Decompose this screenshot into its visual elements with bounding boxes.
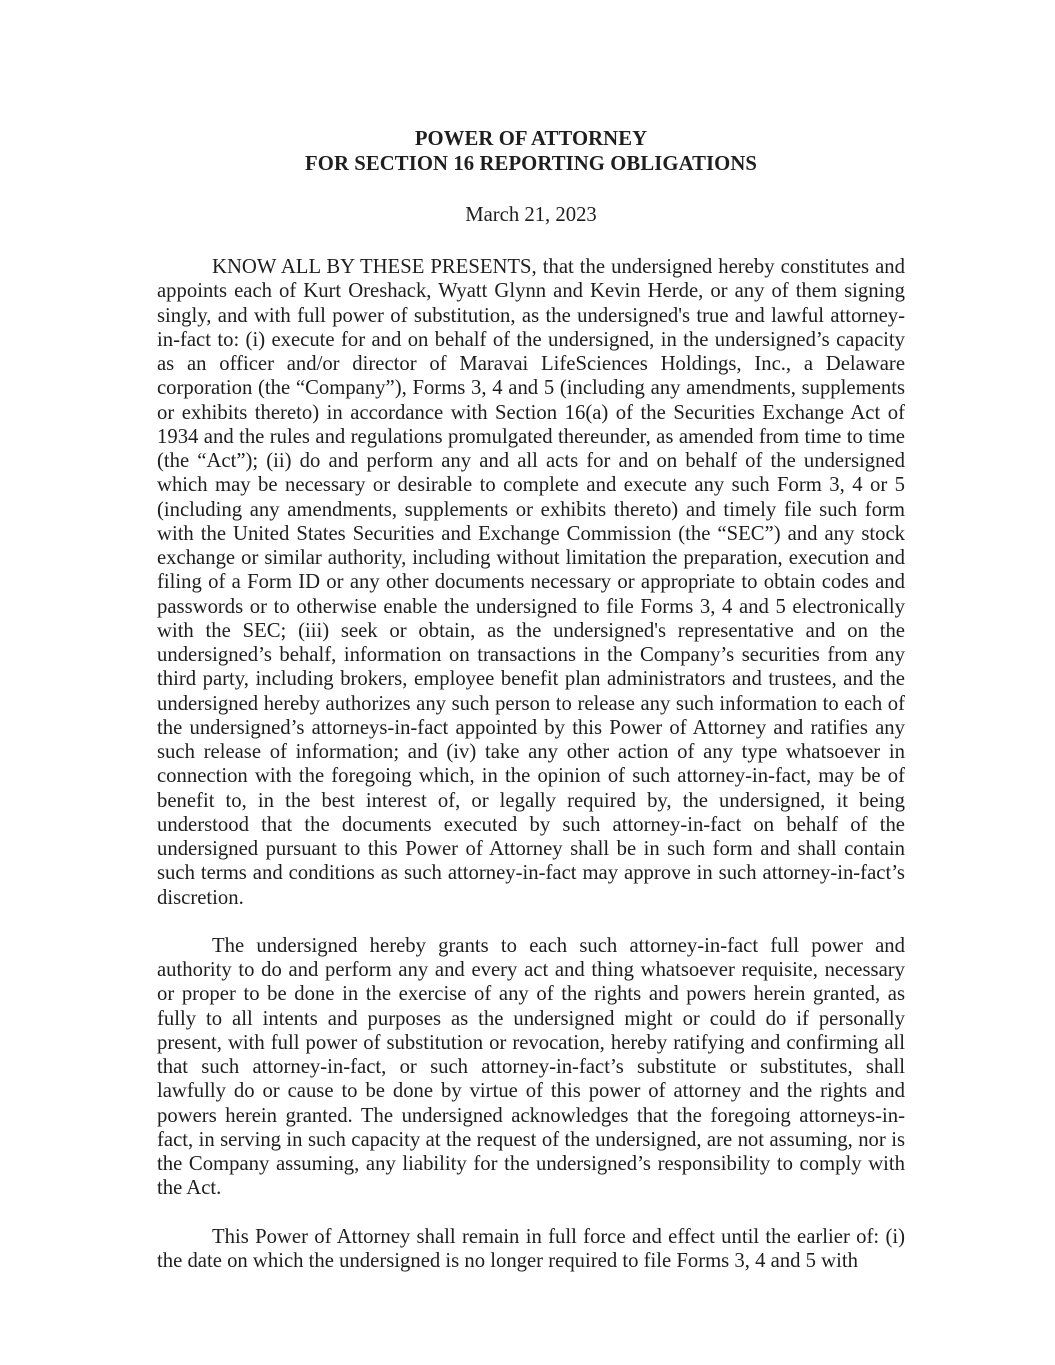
- paragraph-grant-of-authority: The undersigned hereby grants to each such attorney-in-fact full power and authority to do and perform any and every act and thing whatsoever requisite, necessary or proper to be done in the exercise of any of the rights and powers herein granted, as fully to all intents and purposes as the undersigned might or could do if personally present, with full power of substitution or revocation, hereby ratifying and confirming all that such attorney-in-fact, or such attorney-in-fact’s substitute or substitutes, shall lawfully do or cause to be done by virtue of this power of attorney and the rights and powers herein granted. The undersigned acknowledges that the foregoing attorneys-in-fact, in serving in such capacity at the request of the undersigned, are not assuming, nor is the Company assuming, any liability for the undersigned’s responsibility to comply with the Act.: [157, 934, 905, 1200]
- paragraph-appointment: KNOW ALL BY THESE PRESENTS, that the undersigned hereby constitutes and appoints each of Kurt Oreshack, Wyatt Glynn and Kevin Herde, or any of them signing singly, and with full power of substitution, as the undersigned's true and lawful attorney-in-fact to: (i) execute for and on behalf of the undersigned, in the undersigned’s capacity as an officer and/or director of Maravai LifeSciences Holdings, Inc., a Delaware corporation (the “Company”), Forms 3, 4 and 5 (including any amendments, supplements or exhibits thereto) in accordance with Section 16(a) of the Securities Exchange Act of 1934 and the rules and regulations promulgated thereunder, as amended from time to time (the “Act”); (ii) do and perform any and all acts for and on behalf of the undersigned which may be necessary or desirable to complete and execute any such Form 3, 4 or 5 (including any amendments, supplements or exhibits thereto) and timely file such form with the United States Securities and Exchange Commission (the “SEC”) and any stock exchange or similar authority, including without limitation the preparation, execution and filing of a Form ID or any other documents necessary or appropriate to obtain codes and passwords or to otherwise enable the undersigned to file Forms 3, 4 and 5 electronically with the SEC; (iii) seek or obtain, as the undersigned's representative and on the undersigned’s behalf, information on transactions in the Company’s securities from any third party, including brokers, employee benefit plan administrators and trustees, and the undersigned hereby authorizes any such person to release any such information to each of the undersigned’s attorneys-in-fact appointed by this Power of Attorney and ratifies any such release of information; and (iv) take any other action of any type whatsoever in connection with the foregoing which, in the opinion of such attorney-in-fact, may be of benefit to, in the best interest of, or legally required by, the undersigned, it being understood that the documents executed by such attorney-in-fact on behalf of the undersigned pursuant to this Power of Attorney shall be in such form and shall contain such terms and conditions as such attorney-in-fact may approve in such attorney-in-fact’s discretion.: [157, 256, 905, 909]
- document-title: [157, 127, 905, 177]
- document-title-line1: POWER OF ATTORNEY: [414, 128, 648, 150]
- document-title-line2: FOR SECTION 16 REPORTING OBLIGATIONS: [305, 153, 757, 175]
- document-date: March 21, 2023: [465, 204, 597, 226]
- paragraph-duration: This Power of Attorney shall remain in full force and effect until the earlier of: (i) the date on which the undersigned is no longer required to file Forms 3, 4 and 5 with: [157, 1225, 905, 1272]
